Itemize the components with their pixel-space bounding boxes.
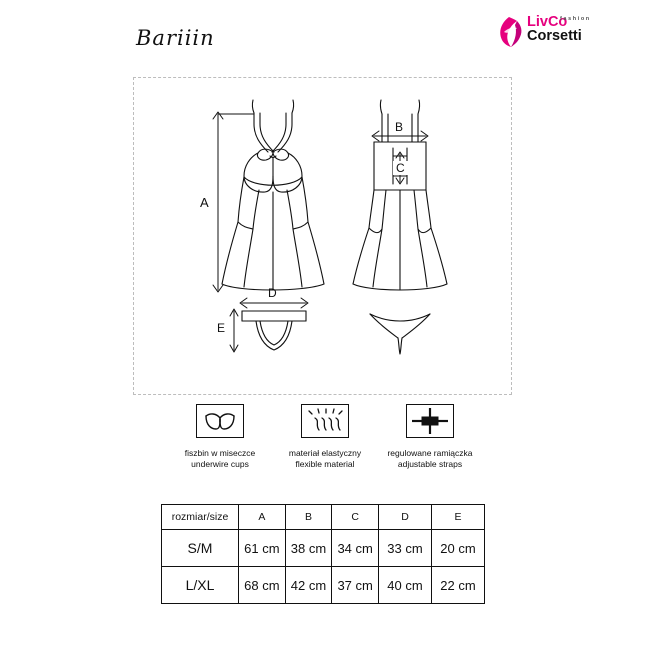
table-header-e: E	[432, 505, 485, 530]
underwire-cups-icon	[196, 404, 244, 438]
feature-underwire-cups	[160, 404, 280, 471]
feature-caption-pl: regulowane ramiączka	[387, 448, 473, 458]
dimension-e	[230, 309, 238, 352]
cell-b: 38 cm	[285, 530, 332, 567]
cell-a: 61 cm	[239, 530, 286, 567]
dimension-a	[213, 112, 254, 292]
label-d: D	[268, 286, 277, 300]
cell-b: 42 cm	[285, 567, 332, 604]
feature-caption	[160, 448, 280, 471]
feature-caption	[265, 448, 385, 471]
elastic-material-glyph	[302, 405, 348, 437]
livco-logo-mark-icon	[495, 16, 525, 48]
brand-wordmark	[527, 14, 591, 44]
feature-adjustable-straps	[370, 404, 490, 471]
brand-livco-text: LivCo	[527, 14, 568, 30]
garment-illustration	[134, 78, 511, 394]
size-table	[161, 504, 485, 604]
table-header-row	[162, 505, 485, 530]
feature-caption-en: underwire cups	[191, 459, 249, 470]
cell-e: 22 cm	[432, 567, 485, 604]
thong-back-illustration	[370, 314, 430, 354]
table-row	[162, 530, 485, 567]
label-c: C	[396, 161, 405, 175]
underwire-cups-glyph	[197, 405, 243, 437]
label-a: A	[200, 195, 209, 210]
elastic-material-icon	[301, 404, 349, 438]
adjustable-straps-icon	[406, 404, 454, 438]
cell-e: 20 cm	[432, 530, 485, 567]
row-size-label: L/XL	[162, 567, 239, 604]
thong-illustration	[242, 311, 306, 350]
cell-d: 33 cm	[379, 530, 432, 567]
page-header	[0, 0, 645, 62]
table-header-d: D	[379, 505, 432, 530]
row-size-label: S/M	[162, 530, 239, 567]
feature-list	[160, 404, 490, 494]
nightdress-front-view	[222, 100, 324, 290]
brand-corsetti-text: Corsetti	[527, 27, 582, 44]
cell-d: 40 cm	[379, 567, 432, 604]
feature-caption	[370, 448, 490, 471]
cell-c: 34 cm	[332, 530, 379, 567]
table-header-a: A	[239, 505, 286, 530]
table-header-b: B	[285, 505, 332, 530]
label-b: B	[395, 120, 404, 134]
table-header-size: rozmiar/size	[162, 505, 239, 530]
feature-caption-en: adjustable straps	[397, 459, 463, 470]
adjustable-straps-glyph	[407, 405, 453, 437]
cell-a: 68 cm	[239, 567, 286, 604]
table-header-c: C	[332, 505, 379, 530]
brand-fashion-text: fashion	[560, 16, 591, 22]
brand-logo	[495, 14, 623, 50]
feature-caption-pl: fiszbin w miseczce	[184, 448, 256, 458]
page-title: Bariiin	[136, 26, 215, 50]
label-e: E	[217, 321, 226, 335]
illustration-frame	[133, 77, 512, 395]
cell-c: 37 cm	[332, 567, 379, 604]
feature-flexible-material	[265, 404, 385, 471]
feature-caption-en: flexible material	[295, 459, 355, 470]
table-row	[162, 567, 485, 604]
feature-caption-pl: materiał elastyczny	[288, 448, 362, 458]
